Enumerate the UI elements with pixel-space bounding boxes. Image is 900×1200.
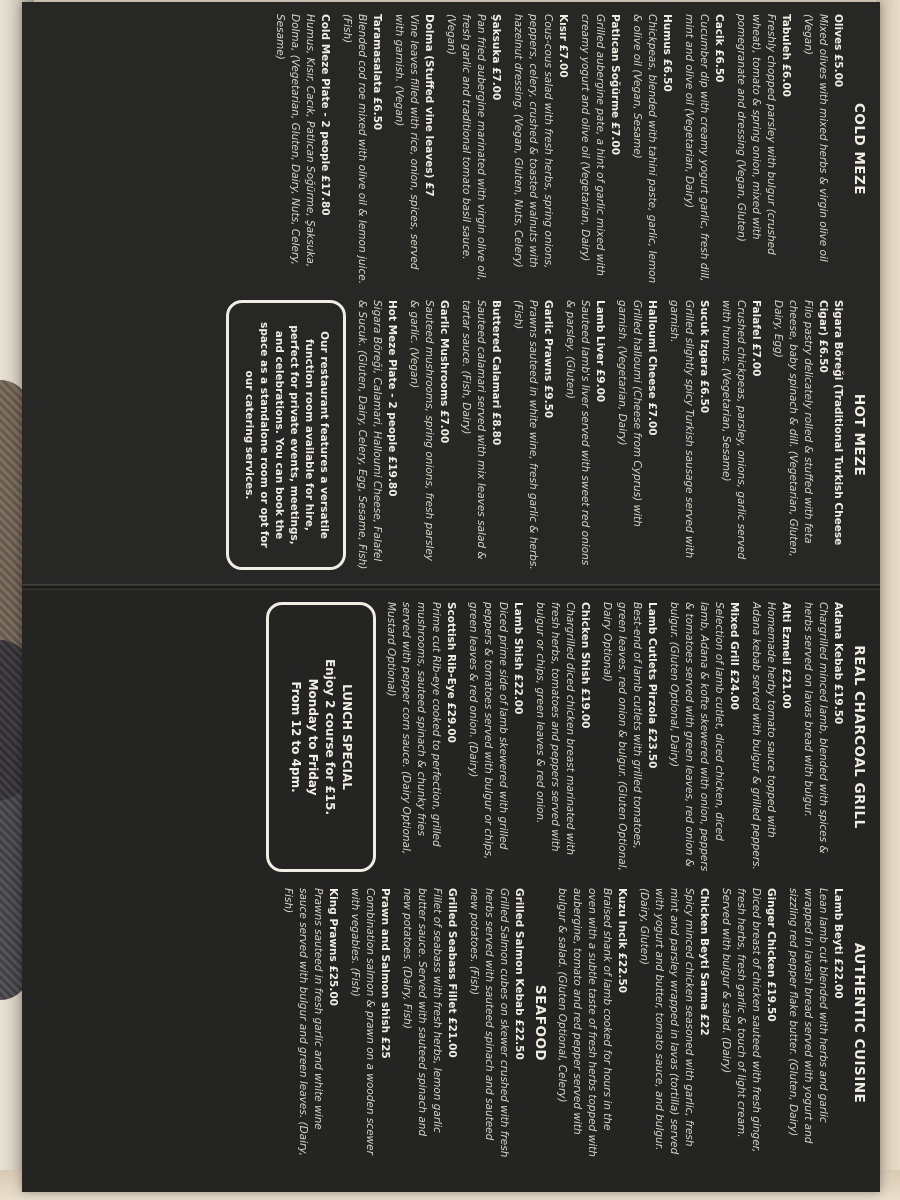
menu-item-name: Lamb Beyti £22.00 [832, 888, 844, 999]
menu-item [510, 300, 555, 570]
menu-item [748, 602, 793, 872]
menu-item [532, 602, 592, 872]
menu-item-name: Grilled Salmon Kebab £22.50 [513, 888, 525, 1060]
menu-item-description: Cous-cous salad with fresh herbs, spring onions, peppers, celery, crushed & toasted walnuts with hazelnut dressing. (Vegan, Gluten, Nuts, Celery) [512, 14, 554, 269]
menu-page-meze [36, 14, 866, 574]
menu-item-name: Kuzu Incik £22.50 [616, 888, 628, 994]
menu-item-description: Blended cod roe mixed with olive oil & lemon juice. (Fish) [341, 14, 368, 285]
menu-item-name: Cacik £6.50 [713, 14, 725, 83]
menu-item [614, 300, 659, 570]
seafood-heading: SEAFOOD [532, 984, 548, 1062]
menu-item-description: Fillet of seabass with fresh herbs, lemon garlic butter sauce. Served with sauteed spinach and new potatoes. (Dairy, Fish) [401, 888, 443, 1137]
menu-page-mains [36, 602, 866, 1162]
lunch-special-title: LUNCH SPECIAL [340, 684, 354, 790]
menu-item-name: Falafel £7.00 [750, 300, 762, 377]
menu-item-description: Chargrilled diced chicken breast marinated with fresh herbs, tomatoes and peppers served with bulgur or chips, green leaves & red onion. [534, 602, 576, 856]
menu-item-description: Vine leaves filled with rice, onion, spices, served with garnish. (Vegan) [393, 14, 420, 270]
lunch-special-hours: From 12 to 4pm. [289, 681, 303, 793]
menu-item-name: Garlic Prawns £9.50 [542, 300, 554, 419]
menu-item-name: Dolma (Stuffed vine leaves) £7 [423, 14, 435, 197]
menu-item [272, 14, 332, 284]
menu-item-name: Tabuleh £6.00 [780, 14, 792, 97]
menu-item-description: Diced breast of chicken sauteed with fresh ginger, fresh herbs, fresh garlic & touch of light cream. Served with bulgur & salad. (Dairy) [720, 888, 762, 1153]
menu-item [577, 14, 622, 284]
menu-item-name: Halloumi Cheese £7.00 [646, 300, 658, 436]
menu-item [458, 300, 503, 570]
menu-item-description: Prawns sauteed in white wine, fresh garlic & herbs. (Fish) [512, 300, 539, 570]
menu-item-description: Chickpeas, blended with tahini paste, garlic, lemon & olive oil (Vegan, Sesame) [631, 14, 658, 284]
menu-item-description: Cucumber dip with creamy yogurt garlic, fresh dill, mint and olive oil (Vegetarian, Dairy) [683, 14, 710, 282]
lunch-special-days: Monday to Friday [306, 678, 320, 796]
charcoal-grill-heading: REAL CHARCOAL GRILL [851, 645, 867, 829]
menu-item [406, 300, 451, 570]
menu-item [347, 888, 392, 1158]
menu-item-name: Lamb Cutlets Pirzola £23.50 [646, 602, 658, 769]
menu-item-name: Buttered Calamari £8.80 [490, 300, 502, 446]
menu-item [465, 602, 525, 872]
menu-item [280, 888, 340, 1158]
authentic-cuisine-heading: AUTHENTIC CUISINE [851, 942, 867, 1104]
menu-item-description: Sauteed mushrooms, spring onions, fresh parsley & garlic. (Vegan) [408, 300, 435, 562]
menu-item-name: Mixed Grill £24.00 [728, 602, 740, 710]
menu-item [391, 14, 436, 284]
menu-item-description: Grilled Salmon cubes on skewer crushed with fresh herbs served with sauteed spinach and sauteed new potatoes. (Fish) [468, 888, 510, 1158]
menu-item-description: Grilled slightly spicy Turkish sausage served with garnish. [668, 300, 695, 559]
lunch-special-offer: Enjoy 2 course for £15. [323, 658, 337, 816]
menu-item-name: Alti Ezmeli £21.00 [780, 602, 792, 709]
menu-item-description: Chargrilled minced lamb, blended with spices & herbs served on lavas bread with bulgur. [802, 602, 829, 854]
menu-item [510, 14, 570, 284]
menu-item-name: Humus £6.50 [661, 14, 673, 92]
menu-item-description: Homemade herby tomato sauce topped with Adana kebab served with bulgur & grilled peppers. [750, 602, 777, 870]
menu-item-name: Cold Meze Plate - 2 people £17.80 [319, 14, 331, 216]
menu-item-description: Combination salmon & prawn on a wooden scewer with vegables. (Fish) [349, 888, 376, 1155]
menu-item [718, 888, 778, 1158]
charcoal-grill-column [36, 602, 866, 872]
menu-item-description: Crushed chickpeas, parsley, onions, garlic served with humus. (Vegetarian, Sesame) [720, 300, 747, 560]
lunch-special-box [266, 602, 376, 872]
menu-item-name: Sucuk Izgara £6.50 [698, 300, 710, 414]
menu-item-description: Sauteed lamb's liver served with sweet red onions & parsley. (Gluten) [564, 300, 591, 566]
menu-item-description: Grilled aubergine pate, a hint of garlic mixed with creamy yogurt and olive oil (Vegetarian, Dairy) [579, 14, 606, 276]
menu-item-name: Patlıcan Soğürme £7.00 [609, 14, 621, 156]
menu-item-description: Mixed olives with mixed herbs & virgin olive oil (Vegan) [802, 14, 829, 262]
menu-item-name: Prawn and Salmon shish £25 [379, 888, 391, 1059]
menu-item-name: Sigara Böreği (Traditional Turkish Cheese Cigar) £6.50 [817, 300, 844, 546]
menu-item [666, 602, 741, 872]
menu-item-description: Selection of lamb cutlet, diced chicken, diced lamb, Adana & kofte skewered with onion, peppers & tomatoes served with green leaves, red onion & bulgur. (Gluten Optional, Dairy) [668, 602, 725, 872]
menu-item-name: Olives £5.00 [832, 14, 844, 88]
menu-item [636, 888, 711, 1158]
menu-item [800, 14, 845, 284]
menu-item-name: King Prawns £25.00 [327, 888, 339, 1006]
menu-item [354, 300, 399, 570]
menu-item-name: Scottish Rib-Eye £29.00 [445, 602, 457, 743]
menu-item [383, 602, 458, 872]
menu-item [562, 300, 607, 570]
menu-item-name: Chicken Shish £19.00 [579, 602, 591, 729]
menu-item [666, 300, 711, 570]
menu-item [718, 300, 763, 570]
menu-item-name: Chicken Beyti Sarma £22 [698, 888, 710, 1036]
menu-item [339, 14, 384, 284]
menu-item [785, 888, 845, 1158]
hot-meze-heading: HOT MEZE [851, 393, 867, 477]
authentic-seafood-column [36, 888, 866, 1158]
menu-item-name: Ginger Chicken £19.50 [765, 888, 777, 1022]
menu-item-description: Freshly chopped parsley with bulgur (crushed wheat), tomato & spring onion, mixed with pomegranate and dressing (Vegan, Gluten) [735, 14, 777, 255]
menu-item-description: Best-end of lamb cutlets with grilled tomatoes, green leaves, red onion & bulgur. (Gluten Optional, Dairy Optional) [601, 602, 643, 871]
menu-item [800, 602, 845, 872]
menu-item [770, 300, 845, 570]
menu-item-name: Grilled Seabass Fillet £21.00 [446, 888, 458, 1058]
menu-item-description: Diced prime side of lamb skewered with grilled peppers & tomatoes served with bulgur or chips, green leaves & red onion. (Dairy) [467, 602, 509, 860]
menu-item-description: Pan fried aubergine marinated with virgin olive oil, fresh garlic and traditional tomato basil sauce. (Vegan) [445, 14, 487, 281]
menu-item [599, 602, 659, 872]
menu-item-name: Lamb Shish £22.00 [512, 602, 524, 715]
menu-item-description: Sauteed calamari served with mix leaves salad & tartar sauce. (Fish, Dairy) [460, 300, 487, 560]
menu-item-description: Grilled halloumi (Cheese from Cyprus) with garnish. (Vegetarian, Dairy) [616, 300, 643, 527]
menu-item [399, 888, 459, 1158]
menu-item-description: Sigara Böreği, Calamari, Halloumi Cheese, Falafel & Sucuk. (Gluten, Dairy, Celery, Egg, Sesame, Fish) [356, 300, 383, 570]
menu-item [443, 14, 503, 284]
menu-item [681, 14, 726, 284]
menu-item-name: Taramasalata £6.50 [371, 14, 383, 131]
menu-item-description: Braised shank of lamb cooked for hours in the oven with a subtle taste of fresh herbs topped with aubergine, tomato and red pepper served with bulgur & salad. (Gluten Optional, Celery) [556, 888, 613, 1157]
function-room-notice: Our restaurant features a versatile function room available for hire, perfect for private events, meetings, and celebrations. You can book the space as a standalone room or opt for our catering services. [226, 300, 346, 570]
menu-fold-crease [22, 584, 880, 590]
cold-meze-heading: COLD MEZE [851, 102, 867, 196]
menu-item-description: Lean lamb cut blended with herbs and garlic wrapped in lavash bread served with yogurt and sizzling red pepper flake butter. (Gluten, Dairy) [787, 888, 829, 1144]
menu-item [554, 888, 629, 1158]
menu-item-description: Prawns sauteed in fresh garlic and white wine sauce served with bulgur and green leaves. (Dairy, Fish) [282, 888, 324, 1157]
menu-item-description: Spicy minced chicken seasoned with garlic, fresh mint and parsley wrapped in lavas (tortilla) served with yogurt and butter, tomato sauce, and bulgur. (Dairy, Gluten) [638, 888, 695, 1155]
menu-item-description: Prime cut Rib-eye cooked to perfection, grilled mushrooms, sauteed spinach & chunky fries served with pepper corn sauce. (Dairy Optional, Mustard Optional) [385, 602, 442, 855]
menu-item [733, 14, 793, 284]
cold-meze-column [36, 14, 866, 284]
menu-item-name: Lamb Liver £9.00 [594, 300, 606, 403]
menu-item-name: Adana Kebab £19.50 [832, 602, 844, 725]
menu-item-name: Kısır £7.00 [557, 14, 569, 78]
menu-item-description: Filo pastry delicately rolled & stuffed with feta cheese, baby spinach & dill. (Vegetarian, Gluten, Dairy, Egg) [772, 300, 814, 557]
hot-meze-column [36, 300, 866, 570]
menu-item-name: Hot Meze Plate - 2 people £19.80 [386, 300, 398, 497]
menu-item-name: Şaksuka £7.00 [490, 14, 502, 101]
menu-item-name: Garlic Mushrooms £7.00 [438, 300, 450, 444]
menu-item [629, 14, 674, 284]
menu-item-description: Humus, Kısır, Cacık, Patlıcan Soğürme, Şaksuka, Dolma, (Vegetarian, Gluten, Dairy, Nuts, Celery, Sesame) [274, 14, 316, 268]
menu-item [466, 888, 526, 1158]
